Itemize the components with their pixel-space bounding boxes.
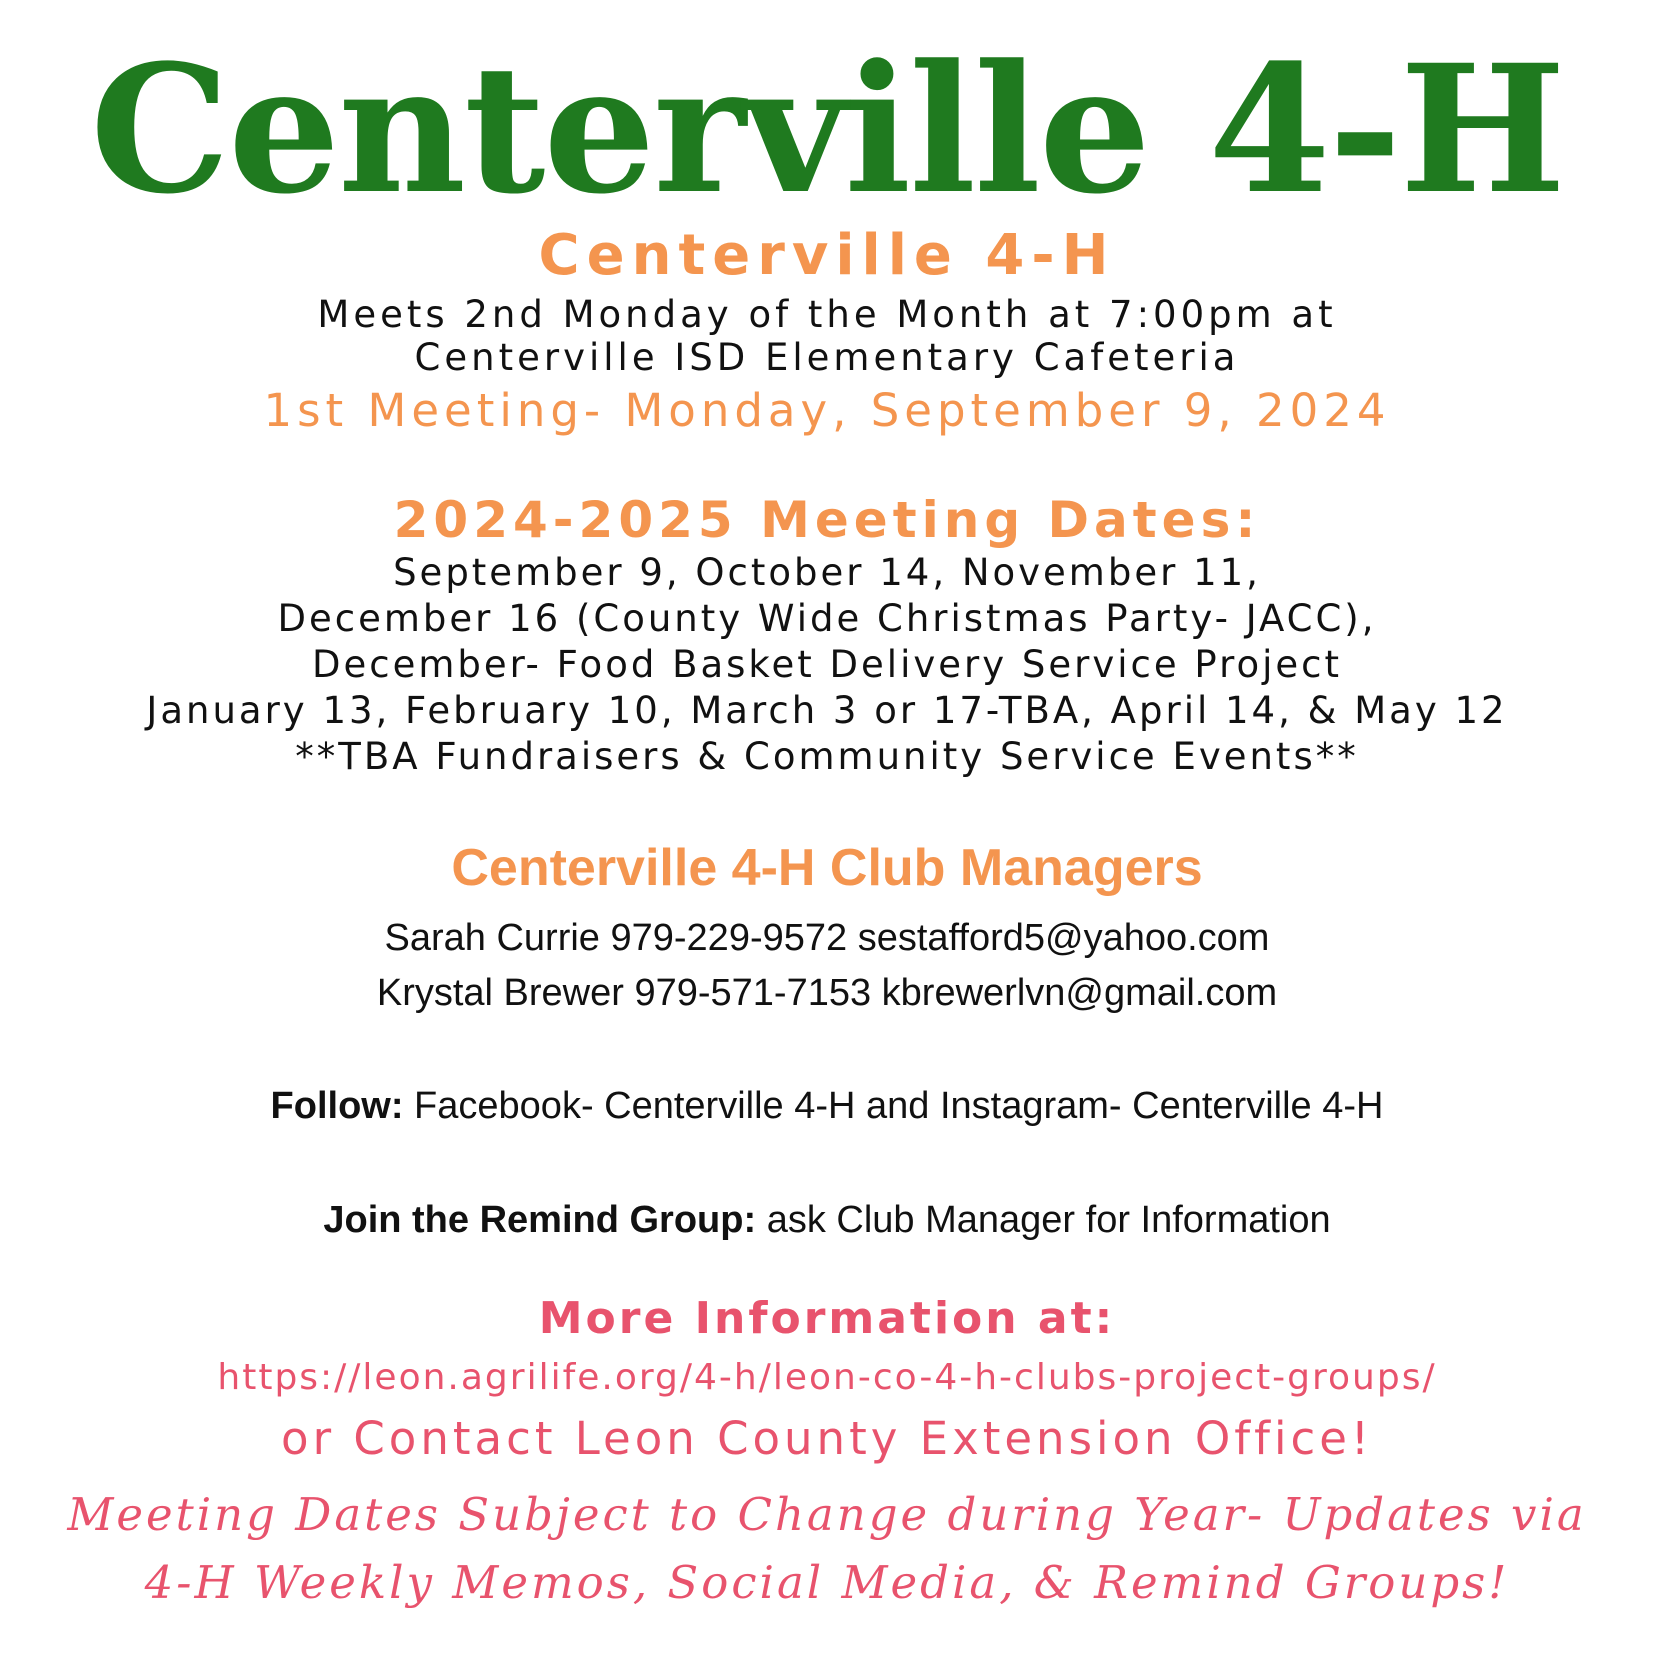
more-info-link[interactable]: https://leon.agrilife.org/4-h/leon-co-4-h-clubs-project-groups/ [217, 1357, 1437, 1398]
manager-contact: Krystal Brewer 979-571-7153 kbrewerlvn@gmail.com [376, 972, 1278, 1014]
meeting-dates-line: January 13, February 10, March 3 or 17-TBA, April 14, & May 12 [146, 689, 1508, 732]
remind-text: ask Club Manager for Information [756, 1199, 1331, 1241]
remind-group-line [0, 1197, 1654, 1243]
schedule-change-note: Meeting Dates Subject to Change during Year- Updates via [67, 1488, 1587, 1541]
meets-location-line: Centerville ISD Elementary Cafeteria [414, 336, 1240, 379]
meeting-dates-line: December- Food Basket Delivery Service Project [311, 643, 1342, 686]
more-info-heading: More Information at: [538, 1293, 1116, 1344]
extension-office-contact: or Contact Leon County Extension Office! [281, 1412, 1373, 1465]
main-title: Centerville 4-H [90, 26, 1564, 233]
meeting-dates-line: **TBA Fundraisers & Community Service Events** [295, 735, 1359, 778]
meeting-dates-heading: 2024-2025 Meeting Dates: [393, 491, 1261, 549]
meeting-dates-line: September 9, October 14, November 11, [393, 551, 1261, 594]
manager-contact: Sarah Currie 979-229-9572 sestafford5@yahoo.com [384, 917, 1270, 959]
follow-label: Follow: [270, 1085, 404, 1127]
subtitle: Centerville 4-H [538, 223, 1116, 288]
first-meeting-date: 1st Meeting- Monday, September 9, 2024 [263, 384, 1391, 437]
remind-label: Join the Remind Group: [323, 1199, 757, 1241]
meets-schedule-line: Meets 2nd Monday of the Month at 7:00pm at [317, 293, 1337, 336]
follow-social-line [0, 1083, 1654, 1129]
meeting-dates-line: December 16 (County Wide Christmas Party- JACC), [277, 597, 1377, 640]
schedule-change-note: 4-H Weekly Memos, Social Media, & Remind Groups! [144, 1556, 1510, 1609]
follow-text: Facebook- Centerville 4-H and Instagram- Centerville 4-H [403, 1085, 1384, 1127]
club-managers-heading: Centerville 4-H Club Managers [451, 839, 1203, 897]
